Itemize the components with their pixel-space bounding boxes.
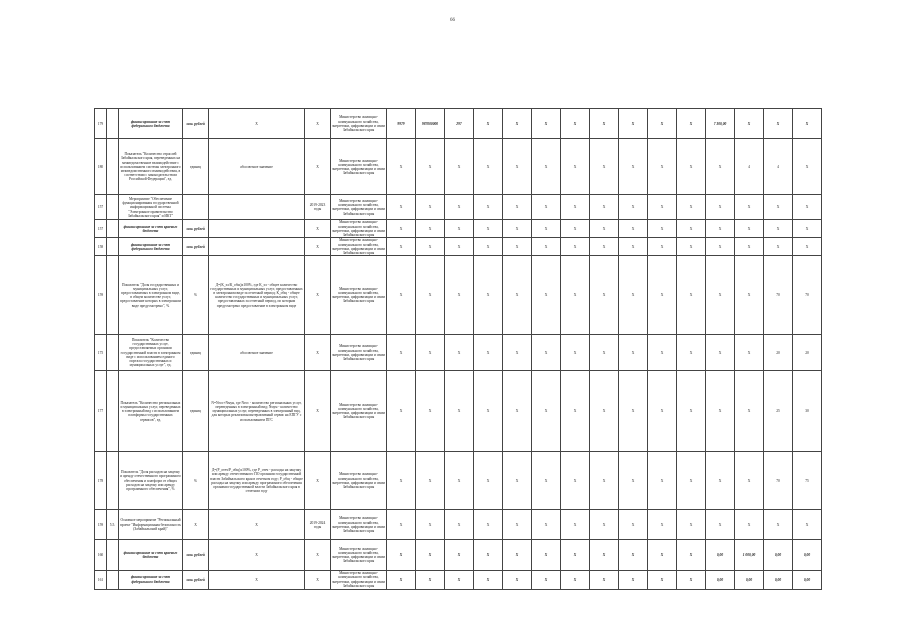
table-row	[95, 256, 822, 335]
row-value-cell: 297	[445, 109, 474, 139]
row-value-cell: X	[619, 371, 648, 452]
row-value-cell: X	[503, 238, 532, 256]
row-subnumber-cell	[107, 195, 119, 220]
row-value-cell: X	[590, 371, 619, 452]
row-value-cell: X	[648, 335, 677, 371]
row-unit-cell: млн. рублей	[183, 540, 209, 570]
row-value-cell: X	[416, 256, 445, 335]
page-number: 66	[450, 18, 455, 23]
row-number-cell: 175	[95, 335, 107, 371]
row-value-cell: X	[503, 570, 532, 589]
row-value-cell: X	[590, 139, 619, 195]
row-value-cell: X	[677, 371, 706, 452]
row-value-cell: 25	[764, 371, 793, 452]
row-value-cell: X	[648, 195, 677, 220]
row-period-cell: X	[305, 452, 331, 510]
row-value-cell: X	[706, 256, 735, 335]
row-value-cell: X	[619, 238, 648, 256]
table-row	[95, 195, 822, 220]
row-value-cell: X	[416, 371, 445, 452]
table-row	[95, 570, 822, 589]
row-value-cell: X	[416, 570, 445, 589]
row-value-cell: X	[416, 238, 445, 256]
row-value-cell: X	[619, 452, 648, 510]
row-value-cell: X	[387, 335, 416, 371]
row-name-cell: финансирование за счет федерального бюджета	[119, 570, 183, 589]
row-value-cell: X	[532, 256, 561, 335]
row-value-cell: 0,00	[764, 570, 793, 589]
row-value-cell: 1 000,00	[735, 540, 764, 570]
row-value-cell: X	[793, 510, 822, 540]
row-name-cell: Показатель "Доля государственных и муниципальных услуг, предоставляемых в электронном виде, в общем количестве услуг, предоставление которых в электронном виде предусмотрено", %	[119, 256, 183, 335]
table-row	[95, 238, 822, 256]
row-value-cell: X	[474, 371, 503, 452]
row-number-cell: 157	[95, 220, 107, 238]
row-value-cell: X	[503, 540, 532, 570]
row-value-cell: X	[445, 220, 474, 238]
row-value-cell: X	[445, 195, 474, 220]
row-executor-cell: Министерство жилищно-коммунального хозяйства, энергетики, цифровизации и связи Забайкальского края	[331, 256, 387, 335]
row-value-cell: X	[561, 570, 590, 589]
row-period-cell: X	[305, 109, 331, 139]
row-subnumber-cell	[107, 256, 119, 335]
row-value-cell: X	[387, 570, 416, 589]
row-value-cell: X	[735, 220, 764, 238]
row-value-cell: X	[764, 510, 793, 540]
row-value-cell: X	[503, 510, 532, 540]
row-value-cell: X	[590, 540, 619, 570]
row-value-cell: X	[503, 452, 532, 510]
row-subnumber-cell	[107, 540, 119, 570]
row-value-cell: X	[735, 109, 764, 139]
row-method-cell: X	[209, 570, 305, 589]
table-row	[95, 510, 822, 540]
row-number-cell: 161	[95, 570, 107, 589]
row-value-cell: X	[590, 238, 619, 256]
row-value-cell: X	[474, 238, 503, 256]
row-value-cell: 20	[764, 335, 793, 371]
row-value-cell: X	[445, 238, 474, 256]
row-method-cell: X	[209, 540, 305, 570]
row-value-cell: X	[503, 335, 532, 371]
row-value-cell: X	[706, 220, 735, 238]
row-value-cell: X	[648, 109, 677, 139]
row-method-cell: X	[209, 109, 305, 139]
row-value-cell: X	[619, 540, 648, 570]
row-unit-cell: единиц	[183, 139, 209, 195]
row-value-cell: X	[503, 195, 532, 220]
row-number-cell: 179	[95, 109, 107, 139]
row-value-cell: X	[677, 335, 706, 371]
row-value-cell: X	[387, 371, 416, 452]
row-value-cell: X	[590, 335, 619, 371]
row-value-cell: X	[416, 452, 445, 510]
row-value-cell: X	[735, 510, 764, 540]
row-period-cell: X	[305, 371, 331, 452]
row-value-cell: X	[474, 139, 503, 195]
row-subnumber-cell	[107, 335, 119, 371]
row-value-cell: 9979	[387, 109, 416, 139]
row-executor-cell: Министерство жилищно-коммунального хозяйства, энергетики, цифровизации и связи Забайкальского края	[331, 540, 387, 570]
row-value-cell: 70	[793, 256, 822, 335]
row-value-cell: X	[793, 238, 822, 256]
row-value-cell: X	[474, 109, 503, 139]
row-value-cell: X	[387, 238, 416, 256]
row-value-cell: X	[561, 335, 590, 371]
row-value-cell: X	[561, 238, 590, 256]
row-executor-cell: Министерство жилищно-коммунального хозяйства, энергетики, цифровизации и связи Забайкальского края	[332, 220, 385, 238]
row-value-cell: X	[619, 195, 648, 220]
row-method-cell	[209, 195, 305, 220]
row-unit-cell: единиц	[183, 371, 209, 452]
row-executor-cell: Министерство жилищно-коммунального хозяйства, энергетики, цифровизации и связи Забайкальского края	[331, 109, 387, 139]
row-name-cell: Показатель "Количество государственных услуг, предоставляемых органами государственной власти в электронном виде с использованием единого портала государственных и муниципальных услуг", ед.	[119, 335, 183, 371]
row-value-cell: X	[445, 139, 474, 195]
row-method-cell: Д=(Р_отеч/Р_общ)х100%, где Р_отеч - расходы на закупку или аренду отечественного ПО органами государственной власти Забайкальского края в отчетном году; Р_общ - общие расходы на закупку или аренду программного обеспечения органами государственной власти Забайкальского края в отчетном году	[209, 452, 305, 510]
row-value-cell: X	[416, 195, 445, 220]
row-value-cell: X	[619, 510, 648, 540]
row-value-cell: X	[561, 139, 590, 195]
row-executor-cell: Министерство жилищно-коммунального хозяйства, энергетики, цифровизации и связи Забайкальского края	[331, 195, 387, 220]
row-value-cell: X	[561, 371, 590, 452]
row-value-cell: X	[503, 220, 532, 238]
row-value-cell: 7 300,00	[706, 109, 735, 139]
row-value-cell: X	[445, 335, 474, 371]
row-value-cell: X	[532, 540, 561, 570]
row-value-cell: X	[445, 371, 474, 452]
row-value-cell: X	[416, 510, 445, 540]
row-value-cell: X	[416, 335, 445, 371]
row-period-cell: X	[305, 570, 331, 589]
row-value-cell: X	[474, 195, 503, 220]
row-value-cell: X	[706, 371, 735, 452]
row-value-cell: X	[561, 195, 590, 220]
row-unit-cell: млн. рублей	[183, 220, 209, 238]
row-subnumber-cell	[107, 109, 119, 139]
row-value-cell: X	[706, 452, 735, 510]
row-number-cell: 160	[95, 540, 107, 570]
row-value-cell: X	[532, 452, 561, 510]
row-method-cell	[209, 220, 305, 238]
row-period-cell: 2019-2023 годы	[305, 195, 331, 220]
row-value-cell: X	[677, 570, 706, 589]
row-value-cell: X	[648, 540, 677, 570]
row-value-cell: X	[735, 238, 764, 256]
row-value-cell: X	[474, 452, 503, 510]
row-value-cell: X	[590, 256, 619, 335]
row-unit-cell: X	[183, 510, 209, 540]
row-name-cell: финансирование за счет краевого бюджета	[119, 540, 183, 570]
row-value-cell: X	[445, 452, 474, 510]
row-value-cell: X	[706, 510, 735, 540]
row-name-cell: Показатель "Количество отраслей Забайкальского края, переведенных на межведомственное взаимодействие с использованием системы электронного межведомственного взаимодействия, в соответствии с законодательством Российской Федерации", ед.	[119, 139, 183, 195]
row-value-cell: X	[764, 109, 793, 139]
row-value-cell: X	[619, 220, 648, 238]
row-value-cell: X	[532, 371, 561, 452]
row-value-cell: 4	[764, 139, 793, 195]
row-value-cell: X	[532, 220, 561, 238]
row-value-cell: X	[648, 238, 677, 256]
row-value-cell: 987000000	[416, 109, 445, 139]
row-executor-cell: Министерство жилищно-коммунального хозяйства, энергетики, цифровизации и связи Забайкальского края	[331, 371, 387, 452]
row-method-cell: абсолютное значение	[209, 139, 305, 195]
row-value-cell: X	[445, 256, 474, 335]
row-value-cell: X	[532, 139, 561, 195]
row-value-cell: X	[619, 256, 648, 335]
row-value-cell: X	[648, 220, 677, 238]
row-value-cell: X	[387, 510, 416, 540]
row-value-cell: X	[532, 238, 561, 256]
row-value-cell: X	[677, 452, 706, 510]
row-value-cell: X	[648, 139, 677, 195]
row-value-cell: X	[648, 510, 677, 540]
row-subnumber-cell	[107, 139, 119, 195]
row-value-cell: X	[387, 220, 416, 238]
row-executor-cell: Министерство жилищно-коммунального хозяйства, энергетики, цифровизации и связи Забайкальского края	[331, 510, 387, 540]
row-value-cell: X	[619, 570, 648, 589]
row-value-cell: X	[735, 195, 764, 220]
row-value-cell: X	[503, 371, 532, 452]
row-value-cell: X	[474, 335, 503, 371]
row-value-cell: X	[416, 139, 445, 195]
row-value-cell: X	[706, 195, 735, 220]
row-value-cell: X	[416, 540, 445, 570]
row-method-cell: N=Nгос+Nмун, где Nгос - количество региональных услуг, переведенных в электронный вид; Nмун - количество муниципальных услуг, переведенных в электронный вид, для которых реализован интерактивный сервис на ЕПГУ с использованием ПГС	[209, 371, 305, 452]
row-period-cell: X	[305, 335, 331, 371]
row-value-cell: X	[764, 238, 793, 256]
row-subnumber-cell	[107, 452, 119, 510]
row-value-cell: X	[590, 452, 619, 510]
row-unit-cell: млн. рублей	[183, 570, 209, 589]
row-value-cell: X	[590, 195, 619, 220]
row-unit-cell: млн. рублей	[183, 109, 209, 139]
row-value-cell: X	[445, 540, 474, 570]
row-value-cell: X	[677, 109, 706, 139]
row-number-cell: 157	[95, 195, 107, 220]
table-row	[95, 109, 822, 139]
row-value-cell: 75	[793, 452, 822, 510]
row-value-cell: X	[764, 220, 793, 238]
row-value-cell: 70	[764, 256, 793, 335]
row-unit-cell: единиц	[183, 335, 209, 371]
row-name-cell: финансирование за счет краевого бюджета	[119, 220, 183, 238]
row-value-cell: X	[619, 139, 648, 195]
row-period-cell: X	[305, 256, 331, 335]
row-number-cell: 158	[95, 238, 107, 256]
row-value-cell: 0,00	[735, 570, 764, 589]
row-value-cell: X	[503, 109, 532, 139]
row-period-cell: X	[305, 238, 331, 256]
row-value-cell: 20	[793, 335, 822, 371]
table-row	[95, 220, 822, 238]
row-unit-cell	[183, 195, 209, 220]
row-value-cell: 0,00	[706, 570, 735, 589]
row-value-cell: X	[590, 570, 619, 589]
row-subnumber-cell	[107, 220, 119, 238]
row-value-cell: X	[735, 371, 764, 452]
row-value-cell: X	[561, 109, 590, 139]
row-value-cell: X	[561, 256, 590, 335]
row-period-cell: 2019-2024 годы	[305, 510, 331, 540]
row-value-cell: X	[532, 510, 561, 540]
row-number-cell: 159	[95, 256, 107, 335]
row-value-cell: 0,00	[764, 540, 793, 570]
row-subnumber-cell	[107, 238, 119, 256]
row-value-cell: 0,00	[793, 540, 822, 570]
row-value-cell: X	[532, 335, 561, 371]
row-value-cell: X	[561, 452, 590, 510]
row-name-cell: Показатель "Количество региональных и муниципальных услуг, переведенных в электронный вид с использованием платформы государственных сервисов", ед.	[119, 371, 183, 452]
table-row	[95, 540, 822, 570]
row-value-cell: X	[532, 109, 561, 139]
row-method-cell: X	[209, 510, 305, 540]
table-row	[95, 139, 822, 195]
row-value-cell: X	[619, 335, 648, 371]
row-value-cell: 0,00	[706, 540, 735, 570]
row-value-cell: X	[561, 220, 590, 238]
row-value-cell: X	[648, 452, 677, 510]
row-value-cell: X	[677, 510, 706, 540]
row-value-cell: X	[706, 238, 735, 256]
row-value-cell: X	[387, 540, 416, 570]
row-name-cell: финансирование за счет федерального бюджета	[119, 238, 183, 256]
row-method-cell	[209, 238, 305, 256]
row-period-cell: X	[305, 139, 331, 195]
row-value-cell: X	[532, 570, 561, 589]
row-value-cell: X	[677, 238, 706, 256]
row-value-cell: 4	[735, 139, 764, 195]
row-value-cell: X	[445, 510, 474, 540]
row-value-cell: X	[706, 335, 735, 371]
row-value-cell: X	[793, 220, 822, 238]
row-value-cell: X	[387, 256, 416, 335]
row-value-cell: X	[735, 452, 764, 510]
row-value-cell: X	[474, 220, 503, 238]
row-executor-cell: Министерство жилищно-коммунального хозяйства, энергетики, цифровизации и связи Забайкальского края	[331, 335, 387, 371]
row-value-cell: X	[445, 570, 474, 589]
row-value-cell: X	[387, 139, 416, 195]
row-value-cell: X	[619, 109, 648, 139]
row-unit-cell: %	[183, 256, 209, 335]
row-value-cell: X	[648, 371, 677, 452]
row-value-cell: X	[648, 570, 677, 589]
row-value-cell: X	[561, 540, 590, 570]
row-executor-cell: Министерство жилищно-коммунального хозяйства, энергетики, цифровизации и связи Забайкальского края	[331, 452, 387, 510]
row-value-cell: X	[677, 256, 706, 335]
row-number-cell: 180	[95, 139, 107, 195]
row-executor-cell: Министерство жилищно-коммунального хозяйства, энергетики, цифровизации и связи Забайкальского края	[331, 139, 387, 195]
row-value-cell: 70	[764, 452, 793, 510]
row-value-cell: X	[532, 195, 561, 220]
row-unit-cell: %	[183, 452, 209, 510]
row-value-cell: X	[793, 139, 822, 195]
row-value-cell: 0,00	[793, 570, 822, 589]
table-row	[95, 452, 822, 510]
row-value-cell: X	[735, 256, 764, 335]
row-method-cell: абсолютное значение	[209, 335, 305, 371]
row-value-cell: X	[503, 256, 532, 335]
row-value-cell: X	[474, 540, 503, 570]
row-period-cell: X	[305, 220, 331, 238]
table-body	[95, 109, 822, 590]
row-name-cell: Основное мероприятие "Региональный проект "Информационная безопасность (Забайкальский край)"	[119, 510, 183, 540]
row-value-cell: X	[677, 195, 706, 220]
row-value-cell: X	[735, 335, 764, 371]
row-executor-cell: Министерство жилищно-коммунального хозяйства, энергетики, цифровизации и связи Забайкальского края	[332, 238, 385, 255]
row-subnumber-cell	[107, 570, 119, 589]
row-period-cell: X	[305, 540, 331, 570]
row-value-cell: X	[677, 139, 706, 195]
row-value-cell: X	[387, 195, 416, 220]
row-value-cell: X	[416, 220, 445, 238]
table-row	[95, 371, 822, 452]
row-name-cell: финансирование за счет федерального бюджета	[119, 109, 183, 139]
row-value-cell: X	[677, 220, 706, 238]
row-number-cell: 178	[95, 452, 107, 510]
row-value-cell: X	[793, 195, 822, 220]
row-executor-cell: Министерство жилищно-коммунального хозяйства, энергетики, цифровизации и связи Забайкальского края	[332, 571, 385, 588]
row-value-cell: X	[590, 109, 619, 139]
program-indicators-table	[94, 108, 822, 590]
row-value-cell: X	[648, 256, 677, 335]
row-name-cell: Показатель "Доля расходов на закупку и аренду отечественного программного обеспечения и платформ от общих расходов на закупку или аренду программного обеспечения", %	[119, 452, 183, 510]
row-value-cell: X	[474, 510, 503, 540]
row-value-cell: X	[387, 452, 416, 510]
table-row	[95, 335, 822, 371]
row-value-cell: X	[474, 256, 503, 335]
row-value-cell: X	[706, 139, 735, 195]
row-unit-cell: млн. рублей	[183, 238, 209, 256]
row-number-cell: 177	[95, 371, 107, 452]
row-value-cell: X	[764, 195, 793, 220]
row-value-cell: X	[793, 109, 822, 139]
row-subnumber-cell: 5.5.	[107, 510, 119, 540]
row-value-cell: X	[503, 139, 532, 195]
row-value-cell: 30	[793, 371, 822, 452]
row-value-cell: X	[561, 510, 590, 540]
row-method-cell: Д=(К_эл/К_общ)х100%, где К_эл - общее количество государственных и муниципальных услуг, предоставленных в электронном виде за отчетный период; К_общ - общее количество государственных и муниципальных услуг, предоставленных за отчетный период, по которым предусмотрено предоставление в электронном виде	[209, 256, 305, 335]
row-value-cell: X	[590, 510, 619, 540]
row-value-cell: X	[590, 220, 619, 238]
row-number-cell: 159	[95, 510, 107, 540]
row-subnumber-cell	[107, 371, 119, 452]
row-value-cell: X	[474, 570, 503, 589]
row-value-cell: X	[677, 540, 706, 570]
row-name-cell: Мероприятие "Обеспечение функционирования государственной информационной системы "Электронное правительство Забайкальского края" и ИКТ"	[119, 195, 183, 220]
